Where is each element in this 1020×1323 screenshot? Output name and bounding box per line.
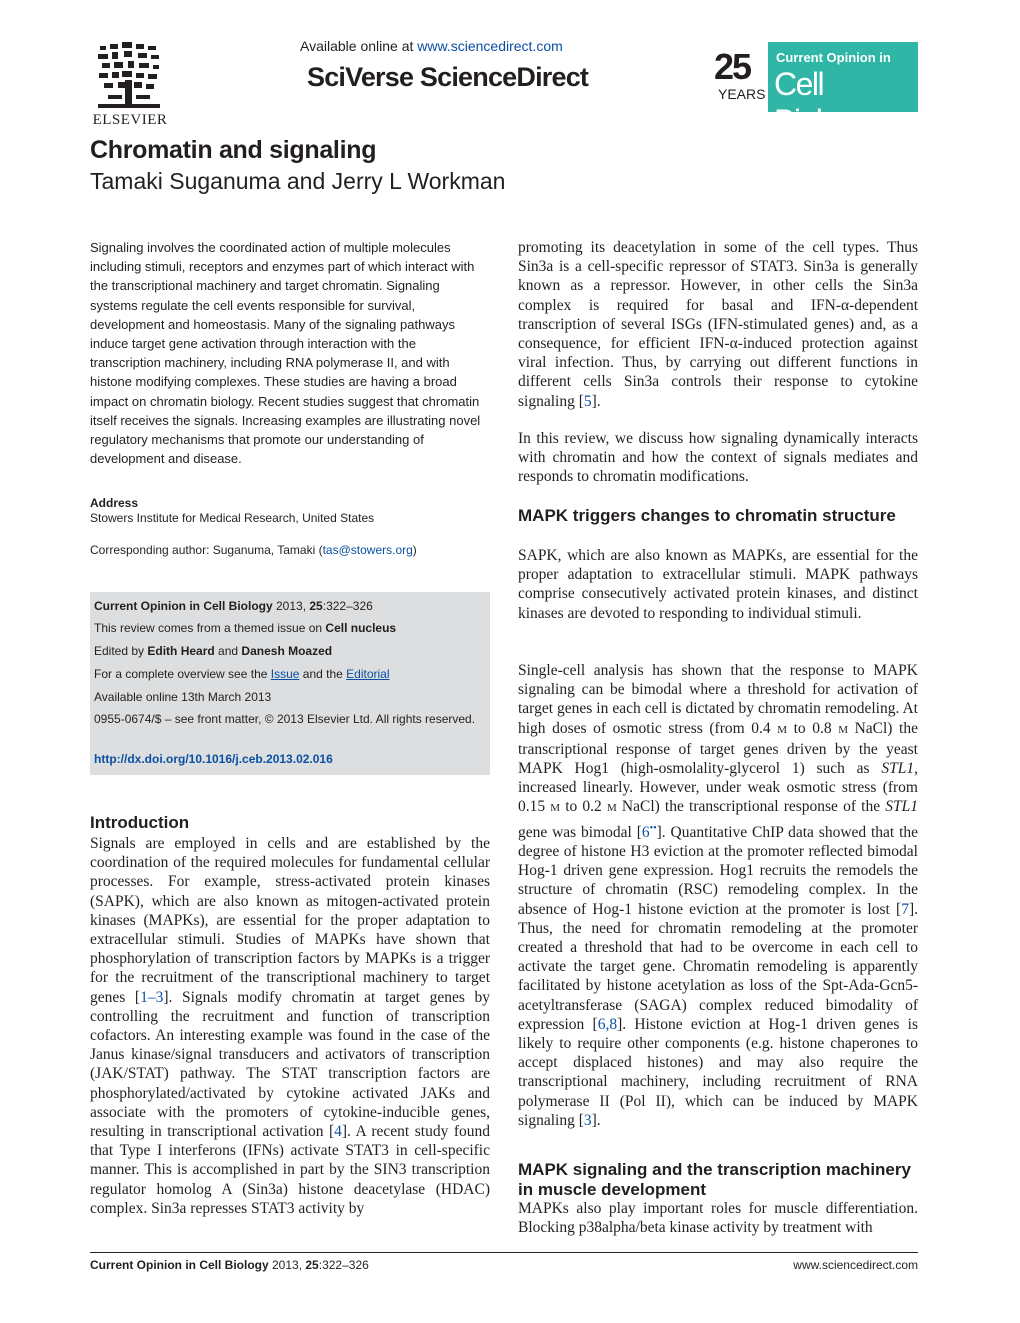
publisher-name: ELSEVIER: [92, 112, 168, 128]
anniversary-label: YEARS: [718, 86, 766, 102]
intro-cont-text-2: ].: [591, 392, 601, 410]
citation-pages: :322–326: [322, 599, 373, 613]
mapk-p2-text-7: gene was bimodal [: [518, 823, 642, 841]
footer-divider: [90, 1252, 918, 1253]
address-text: Stowers Institute for Medical Research, United States: [90, 511, 375, 525]
gene-name: STL1: [881, 760, 915, 778]
review-scope-paragraph: In this review, we discuss how signaling dynamically interacts with chromatin and how the context of signals mediates and responds to chromatin modifications.: [518, 430, 918, 486]
editors-and: and: [214, 644, 242, 658]
available-online-label: Available online at: [300, 38, 418, 54]
ref-link-3[interactable]: 3: [583, 1111, 592, 1129]
intro-cont-text-1: promoting its deacetylation in some of the cell types. Thus Sin3a is a cell-specific repressor of STAT3. Sin3a is generally known as a repressor. However, in other cells the Sin3a complex is required for basal and IFN-α-dependent transcription of several ISGs (IFN-stimulated genes) and, as a consequence, for efficient IFN-α-induced protection against viral infection. Thus, by carrying out different functions in different cells Sin3a controls their response to cytokine signaling [: [518, 239, 918, 410]
footer-citation: [90, 1258, 369, 1272]
citation-volume: 25: [309, 599, 323, 613]
journal-series: Current Opinion in: [776, 50, 891, 65]
mapk-p2-text-8: ]. Quantitative ChIP data showed that the degree of histone H3 eviction at the promoter reflected bimodal Hog-1 driven gene expression. Hog1 recruits the remodels the structure of chromatin (RSC) remodeling complex. In the absence of Hog-1 histone eviction at the promoter is lost [: [518, 823, 919, 918]
editor-1: Edith Heard: [147, 644, 215, 658]
citation-journal: Current Opinion in Cell Biology: [94, 599, 273, 613]
anniversary-number: 25: [714, 46, 751, 87]
editors-line: [94, 643, 486, 660]
available-date: Available online 13th March 2013: [94, 690, 272, 704]
doi-line: [94, 751, 486, 768]
gene-name: STL1: [885, 798, 918, 816]
citation-year: 2013,: [272, 599, 310, 613]
overview-prefix: For a complete overview see the: [94, 667, 271, 681]
sciencedirect-link[interactable]: www.sciencedirect.com: [417, 38, 563, 54]
ref-link-1-3[interactable]: 1–3: [140, 988, 164, 1006]
mapk-p2-text-10: ]. Histone eviction at Hog-1 driven genes is likely to require other components (e.g. histone chaperones to accept displaced histones) and may also require the transcriptional machinery, including recruitment of RNA polymerase II (Pol II), which can be induced by MAPK signaling [: [518, 1015, 919, 1129]
overview-line: [94, 666, 486, 683]
footer-volume: 25: [305, 1258, 319, 1272]
mapk-p2-text-2: to 0.8: [787, 719, 839, 737]
issue-link[interactable]: Issue: [270, 667, 300, 681]
themed-issue-prefix: This review comes from a themed issue on: [94, 621, 326, 635]
mapk-p2-text-1: Single-cell analysis has shown that the response to MAPK signaling can be bimodal where a threshold for activation of target genes in each cell is dictated by chromatin remodeling. At high doses of osmotic stress (from 0.4: [518, 662, 918, 737]
ref-link-4[interactable]: 4: [334, 1123, 342, 1141]
mapk-p2-text-9: ]. Thus, the need for chromatin remodeling at the promoter created a threshold that had to be overcome in each cell to activate the target gene. Chromatin remodeling is apparently facilitated by histone acetylation as loss of the Spt-Ada-Gcn5-acetyltransferase (SAGA) complex reduced bimodality of expression [: [518, 900, 918, 1033]
journal-logo: [712, 42, 918, 139]
introduction-continued: [518, 238, 918, 411]
mapk-muscle-paragraph: MAPKs also play important roles for muscle differentiation. Blocking p38alpha/beta kinase activity by treatment with: [518, 1200, 918, 1237]
ref-link-7[interactable]: 7: [901, 900, 909, 918]
themed-issue-name: Cell nucleus: [325, 621, 397, 635]
mapk-p2-text-5: to 0.2: [560, 798, 607, 816]
intro-text-3: ]. A recent study found that Type I interferons (IFNs) activate STAT3 in cell-specific manner. This is accomplished in part by the SIN3 transcription regulator homolog A (Sin3a) histone deacetylase (HDAC) complex. Sin3a represses STAT3 activity by: [90, 1123, 490, 1217]
intro-text-1: Signals are employed in cells and are established by the coordination of the required molecules for fundamental cellular processes. For example, stress-activated protein kinases (SAPK), which are also known as mitogen-activated protein kinases (MAPKs), are essential for the proper adaptation to extracellular stimuli. Studies of MAPKs have shown that phosphorylation of transcription factors by MAPKs is a trigger for the recruitment of the transcriptional machinery to target genes [: [90, 835, 490, 1006]
molar-unit: M: [838, 723, 848, 736]
mapk-chromatin-paragraph-1: SAPK, which are also known as MAPKs, are essential for the proper adaptation to extracellular stimuli. MAPK pathways comprise consecutively activated protein kinases, and distinct kinases are devoted to responding to individual stimuli.: [518, 547, 918, 622]
mapk-p2-text-11: ].: [591, 1111, 601, 1129]
abstract: Signaling involves the coordinated action of multiple molecules including stimuli, receptors and enzymes part of which interact with the transcriptional machinery and target chromatin. Signaling systems regulate the cell events responsible for survival, development and homeostasis. Many of the signaling pathways induce target gene activation through interaction with the transcription machinery, including RNA polymerase II, and with histone modifying complexes. These studies are having a broad impact on chromatin biology. Recent studies suggest that chromatin itself receives the signals. Increasing examples are illustrating novel regulatory mechanisms that promote our understanding of development and disease.: [90, 240, 481, 467]
editorial-link[interactable]: Editorial: [346, 667, 390, 681]
introduction-heading: Introduction: [90, 813, 190, 832]
authors: Tamaki Suganuma and Jerry L Workman: [90, 168, 506, 194]
molar-unit: M: [550, 802, 561, 815]
corresponding-prefix: Corresponding author: Suganuma, Tamaki (: [90, 543, 323, 557]
ref-link-5[interactable]: 5: [583, 392, 592, 410]
mapk-p2-text-4: , increased linearly. However, under weak osmotic stress (from 0.15: [518, 760, 918, 816]
mapk-p2-text-3: NaCl) the transcriptional response of target genes driven by the yeast MAPK Hog1 (high-osmolality-glycerol 1) such as: [518, 719, 918, 778]
footer-year: 2013,: [268, 1258, 306, 1272]
elsevier-logo: [90, 40, 168, 130]
introduction-text: [90, 834, 490, 1218]
article-title: Chromatin and signaling: [90, 136, 377, 164]
anniversary-badge: [712, 42, 768, 112]
footer-journal-name: Current Opinion in Cell Biology: [90, 1258, 269, 1272]
molar-unit: M: [777, 723, 788, 736]
editors-prefix: Edited by: [94, 644, 148, 658]
citation-line: [94, 598, 486, 615]
mapk-muscle-heading: MAPK signaling and the transcription machinery in muscle development: [518, 1160, 911, 1199]
overview-and: and the: [299, 667, 347, 681]
doi-link[interactable]: http://dx.doi.org/10.1016/j.ceb.2013.02.016: [94, 752, 333, 766]
molar-unit: M: [606, 802, 617, 815]
mapk-chromatin-heading: MAPK triggers changes to chromatin structure: [518, 506, 896, 525]
editor-2: Danesh Moazed: [241, 644, 333, 658]
available-online: [300, 38, 563, 54]
author-email-link[interactable]: tas@stowers.org: [322, 543, 413, 557]
elsevier-tree-icon: [94, 40, 164, 110]
platform-name: SciVerse ScienceDirect: [307, 62, 589, 92]
intro-text-2: ]. Signals modify chromatin at target genes by controlling the recruitment and function of transcription cofactors. An interesting example was found in the case of the Janus kinase/signal transducers and activators of transcription (JAK/STAT) pathway. The STAT transcription factors are phosphorylated/activated by cytokine activated JAKs and associate with the promoters of cytokine-inducible genes, resulting in transcriptional activation [: [90, 988, 491, 1141]
mapk-p2-text-6: NaCl) the transcriptional response of the: [616, 798, 886, 816]
journal-subject: Cell Biology: [774, 66, 869, 139]
footer-site-link[interactable]: www.sciencedirect.com: [793, 1258, 918, 1272]
ref-importance-mark: ••: [649, 822, 657, 834]
address-heading: Address: [90, 496, 139, 510]
ref-link-6[interactable]: 6: [641, 823, 650, 841]
article-info-box: [90, 592, 490, 775]
themed-issue-line: [94, 620, 486, 637]
corresponding-suffix: ): [412, 543, 417, 557]
corresponding-author: [90, 543, 417, 557]
footer-pages: :322–326: [318, 1258, 369, 1272]
journal-name-box: [768, 42, 918, 139]
mapk-chromatin-paragraph-2: [518, 661, 918, 1130]
copyright-notice: 0955-0674/$ – see front matter, © 2013 Elsevier Ltd. All rights reserved.: [94, 712, 476, 726]
ref-link-6-8[interactable]: 6,8: [597, 1015, 618, 1033]
